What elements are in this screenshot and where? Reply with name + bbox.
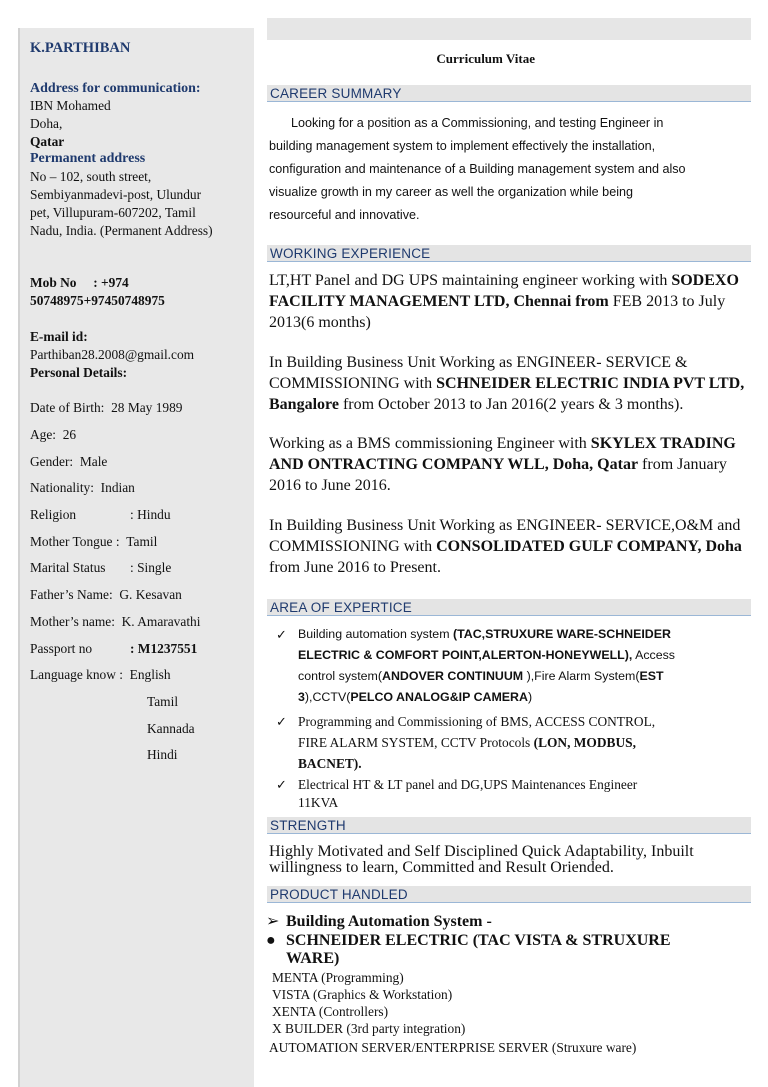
summary-text: Looking for a position as a Commissioning, and testing Engineer in: [291, 116, 664, 130]
personal-value: G. Kesavan: [119, 587, 182, 602]
personal-value: : M1237551: [130, 641, 198, 656]
personal-key: Nationality:: [30, 480, 94, 495]
dot-bullet-icon: ●: [266, 932, 276, 949]
personal-value: Male: [79, 454, 108, 469]
exp-text: Electrical HT & LT panel and DG,UPS Maintenances Engineer: [298, 777, 638, 792]
personal-key: Mother’s name:: [30, 614, 115, 629]
exp-text: In Building Business Unit Working as ENGINEER- SERVICE &: [269, 354, 688, 371]
personal-row-dob: [30, 399, 252, 417]
arrow-bullet-icon: ➢: [266, 913, 280, 930]
exp-text: ): [527, 690, 533, 704]
exp-text: FEB 2013 to July: [608, 293, 726, 310]
personal-value: : Single: [130, 560, 172, 575]
permanent-address-line: Nadu, India. (Permanent Address): [30, 223, 213, 238]
exp-text: from June 2016 to Present.: [269, 559, 441, 576]
personal-key: Religion: [30, 507, 77, 522]
personal-value: English: [129, 667, 171, 682]
product-bullet: [266, 932, 738, 968]
exp-bold: PELCO ANALOG&IP CAMERA: [350, 690, 528, 704]
exp-bold: ELECTRIC & COMFORT POINT,ALERTON-HONEYWELL),: [298, 648, 633, 662]
working-experience-heading: WORKING EXPERIENCE: [267, 245, 751, 262]
permanent-address-heading: Permanent address: [30, 151, 146, 166]
exp-text: COMMISSIONING with: [269, 538, 437, 555]
product-text: SCHNEIDER ELECTRIC (TAC VISTA & STRUXURE: [286, 932, 671, 949]
personal-value: K. Amaravathi: [121, 614, 201, 629]
summary-line: building management system to implement effectively the installation,: [269, 139, 656, 153]
exp-bold: (LON, MODBUS,: [533, 735, 636, 750]
mobile-label: Mob No: [30, 275, 77, 290]
personal-key: Age:: [30, 427, 57, 442]
product-text: WARE): [286, 950, 340, 967]
exp-bold: ANDOVER CONTINUUM: [382, 669, 524, 683]
personal-value: 28 May 1989: [111, 400, 183, 415]
personal-value: : Hindu: [130, 507, 171, 522]
personal-row-marital-status: [30, 559, 252, 577]
product-item: AUTOMATION SERVER/ENTERPRISE SERVER (Struxure ware): [269, 1040, 637, 1055]
document-title: Curriculum Vitae: [436, 51, 535, 66]
mobile-number: 50748975+97450748975: [30, 293, 165, 308]
strength-line: Highly Motivated and Self Disciplined Quick Adaptability, Inbuilt: [269, 843, 694, 860]
exp-company: AND ONTRACTING COMPANY WLL, Doha, Qatar: [269, 456, 639, 473]
personal-value: Tamil: [126, 534, 158, 549]
experience-entry: [269, 515, 747, 578]
personal-row-mother-name: [30, 613, 252, 631]
personal-key: Date of Birth:: [30, 400, 105, 415]
personal-value: Indian: [100, 480, 135, 495]
summary-line: [269, 112, 747, 135]
address-heading: Address for communication:: [30, 81, 201, 96]
mobile-row: [30, 274, 129, 292]
exp-bold: EST: [639, 669, 664, 683]
experience-entry: [269, 433, 747, 496]
strength-heading: STRENGTH: [267, 817, 751, 834]
product-bullet: [266, 913, 738, 931]
personal-key: Father’s Name:: [30, 587, 113, 602]
exp-text: In Building Business Unit Working as ENGINEER- SERVICE,O&M and: [269, 517, 741, 534]
personal-key: Marital Status: [30, 560, 106, 575]
language-item: Tamil: [147, 694, 179, 709]
exp-text: LT,HT Panel and DG UPS maintaining engineer working with: [269, 272, 672, 289]
address-line: IBN Mohamed: [30, 98, 111, 113]
exp-text: 11KVA: [298, 795, 339, 810]
exp-text: Programming and Commissioning of BMS, ACCESS CONTROL,: [298, 714, 656, 729]
personal-key: Gender:: [30, 454, 74, 469]
personal-key: Mother Tongue :: [30, 534, 120, 549]
exp-text: control system(: [298, 669, 382, 683]
product-text: Building Automation System -: [286, 913, 492, 930]
exp-company: FACILITY MANAGEMENT LTD, Chennai from: [269, 293, 609, 310]
product-handled-heading: PRODUCT HANDLED: [267, 886, 751, 903]
exp-company: SODEXO: [671, 272, 739, 289]
expertise-item: [276, 711, 738, 774]
exp-text: 2016 to June 2016.: [269, 477, 391, 494]
exp-text: 2013(6 months): [269, 314, 371, 331]
exp-text: ),CCTV(: [304, 690, 351, 704]
exp-text: COMMISSIONING with: [269, 375, 437, 392]
address-line: Doha,: [30, 116, 63, 131]
language-item: Kannada: [147, 721, 195, 736]
language-item: Hindi: [147, 747, 178, 762]
exp-bold: BACNET).: [298, 756, 362, 771]
exp-text: FIRE ALARM SYSTEM, CCTV Protocols: [298, 735, 534, 750]
summary-line: resourceful and innovative.: [269, 208, 420, 222]
exp-text: from January: [638, 456, 727, 473]
permanent-address-line: Sembiyanmadevi-post, Ulundur: [30, 187, 202, 202]
checkmark-icon: ✓: [276, 627, 287, 642]
experience-entry: [269, 270, 747, 333]
exp-text: Building automation system: [298, 627, 453, 641]
career-summary: [269, 112, 747, 227]
exp-text: Working as a BMS commissioning Engineer with: [269, 435, 591, 452]
expertise-item: [276, 774, 738, 813]
career-summary-heading: CAREER SUMMARY: [267, 85, 751, 102]
strength-text: [269, 844, 747, 876]
exp-company: Bangalore: [269, 396, 339, 413]
personal-row-passport: [30, 640, 252, 658]
summary-line: visualize growth in my career as well the organization while being: [269, 185, 634, 199]
email-label: E-mail id:: [30, 329, 88, 344]
exp-bold: 3: [298, 690, 305, 704]
product-item: MENTA (Programming): [272, 970, 404, 985]
exp-company: SKYLEX TRADING: [590, 435, 736, 452]
product-item: XENTA (Controllers): [272, 1004, 389, 1019]
exp-company: SCHNEIDER ELECTRIC INDIA PVT LTD,: [436, 375, 745, 392]
personal-details-heading: Personal Details:: [30, 365, 128, 380]
personal-row-gender: [30, 453, 252, 471]
personal-key: Passport no: [30, 641, 93, 656]
strength-line: willingness to learn, Committed and Result Oriended.: [269, 859, 614, 876]
mobile-value: : +974: [93, 275, 129, 290]
personal-row-mother-tongue: [30, 533, 252, 551]
personal-value: 26: [62, 427, 77, 442]
main-content: [261, 0, 751, 1087]
checkmark-icon: ✓: [276, 714, 287, 729]
personal-row-religion: [30, 506, 252, 524]
personal-row-languages: [30, 666, 252, 684]
exp-text: Access: [632, 648, 676, 662]
personal-row-age: [30, 426, 252, 444]
personal-row-nationality: [30, 479, 252, 497]
exp-company: CONSOLIDATED GULF COMPANY, Doha: [436, 538, 742, 555]
exp-text: ),Fire Alarm System(: [523, 669, 640, 683]
summary-line: configuration and maintenance of a Building management system and also: [269, 162, 686, 176]
checkmark-icon: ✓: [276, 777, 287, 792]
exp-bold: (TAC,STRUXURE WARE-SCHNEIDER: [452, 627, 671, 641]
area-of-expertise-heading: AREA OF EXPERTICE: [267, 599, 751, 616]
product-item: VISTA (Graphics & Workstation): [272, 987, 453, 1002]
header-band: [267, 18, 751, 40]
personal-row-father-name: [30, 586, 252, 604]
exp-text: from October 2013 to Jan 2016(2 years & 3 months).: [338, 396, 684, 413]
product-item: X BUILDER (3rd party integration): [272, 1021, 466, 1036]
address-line: Qatar: [30, 134, 65, 149]
sidebar-panel: [18, 28, 254, 1087]
email-value: Parthiban28.2008@gmail.com: [30, 347, 195, 362]
expertise-item: [276, 624, 738, 708]
permanent-address-line: No – 102, south street,: [30, 169, 152, 184]
experience-entry: [269, 352, 747, 415]
candidate-name: K.PARTHIBAN: [30, 40, 131, 56]
permanent-address-line: pet, Villupuram-607202, Tamil: [30, 205, 196, 220]
personal-key: Language know :: [30, 667, 123, 682]
